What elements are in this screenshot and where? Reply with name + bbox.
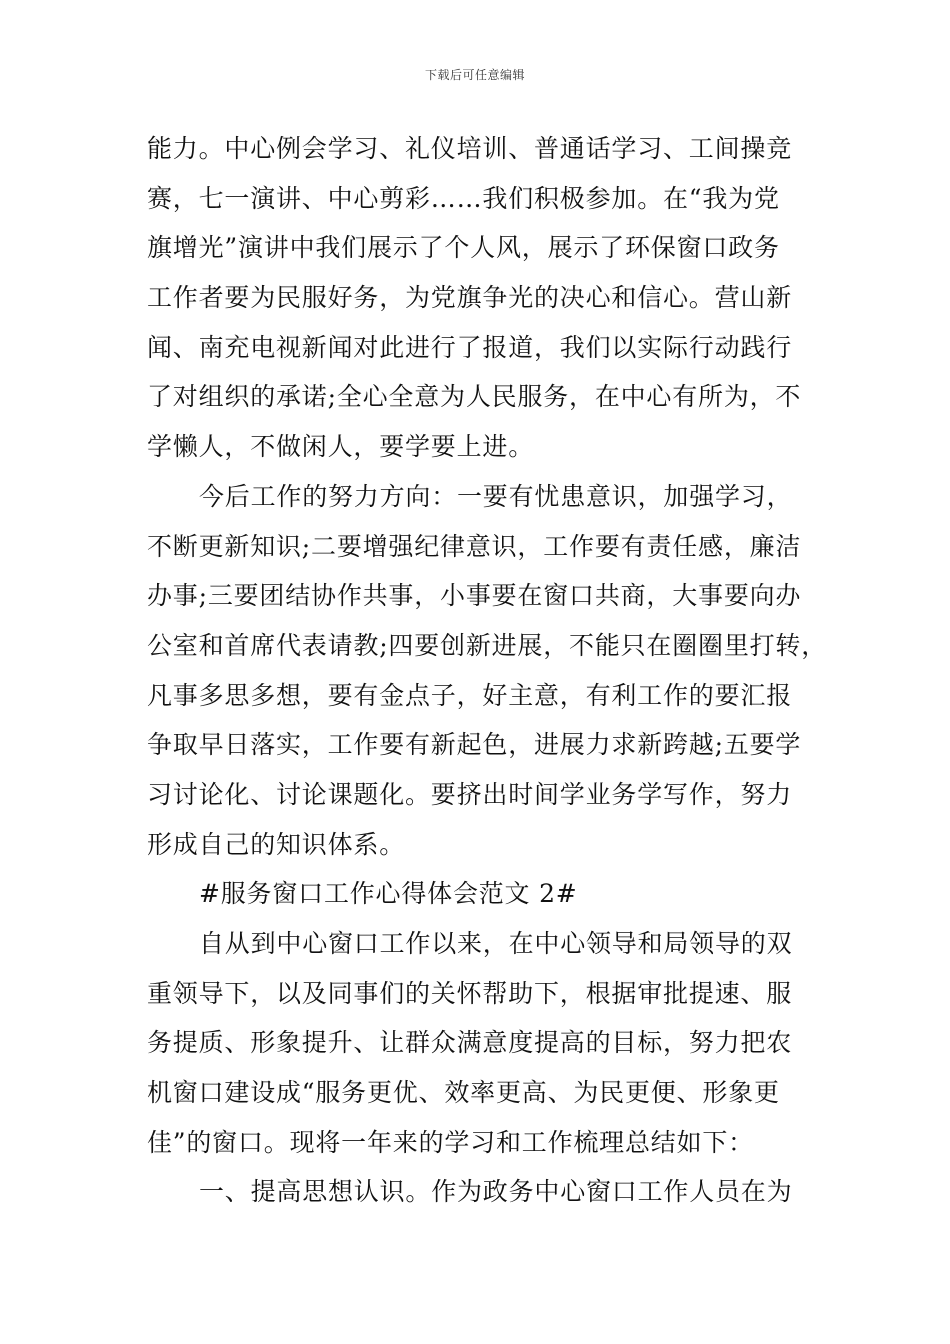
text-line: 闻、南充电视新闻对此进行了报道，我们以实际行动践行 xyxy=(147,332,793,362)
document-body xyxy=(147,124,828,1217)
text-line: 学懒人，不做闲人，要学要上进。 xyxy=(147,432,535,462)
paragraph-start-line: 今后工作的努力方向：一要有忧患意识，加强学习， xyxy=(199,481,793,511)
text-line: 习讨论化、讨论课题化。要挤出时间学业务学写作，努力 xyxy=(147,779,793,809)
text-line: 旗增光”演讲中我们展示了个人风，展示了环保窗口政务 xyxy=(147,233,780,263)
text-line: 不断更新知识;二要增强纪律意识，工作要有责任感，廉洁 xyxy=(147,531,802,561)
text-line: 佳”的窗口。现将一年来的学习和工作梳理总结如下： xyxy=(147,1127,754,1157)
text-line: 争取早日落实，工作要有新起色，进展力求新跨越;五要学 xyxy=(147,730,802,760)
paragraph-start-line: 一、提高思想认识。作为政务中心窗口工作人员在为 xyxy=(199,1177,793,1207)
paragraph-start-line: 自从到中心窗口工作以来，在中心领导和局领导的双 xyxy=(199,929,793,958)
text-line: 形成自己的知识体系。 xyxy=(147,829,406,859)
section-heading: #服务窗口工作心得体会范文 2# xyxy=(199,879,578,909)
text-line: 公室和首席代表请教;四要创新进展，不能只在圈圈里打转， xyxy=(147,630,828,660)
text-line: 办事;三要团结协作共事，小事要在窗口共商，大事要向办 xyxy=(147,581,802,611)
text-line: 机窗口建设成“服务更优、效率更高、为民更便、形象更 xyxy=(147,1078,780,1108)
text-line: 重领导下，以及同事们的关怀帮助下，根据审批提速、服 xyxy=(147,978,793,1008)
text-line: 能力。中心例会学习、礼仪培训、普通话学习、工间操竞 xyxy=(147,134,793,163)
text-line: 了对组织的承诺;全心全意为人民服务，在中心有所为，不 xyxy=(147,382,802,412)
text-line: 凡事多思多想，要有金点子，好主意，有利工作的要汇报 xyxy=(147,680,793,710)
text-line: 赛，七一演讲、中心剪彩……我们积极参加。在“我为党 xyxy=(147,183,780,213)
text-line: 务提质、形象提升、让群众满意度提高的目标，努力把农 xyxy=(147,1028,793,1058)
text-line: 工作者要为民服好务，为党旗争光的决心和信心。营山新 xyxy=(147,283,793,313)
page-header: 下载后可任意编辑 xyxy=(424,68,525,82)
